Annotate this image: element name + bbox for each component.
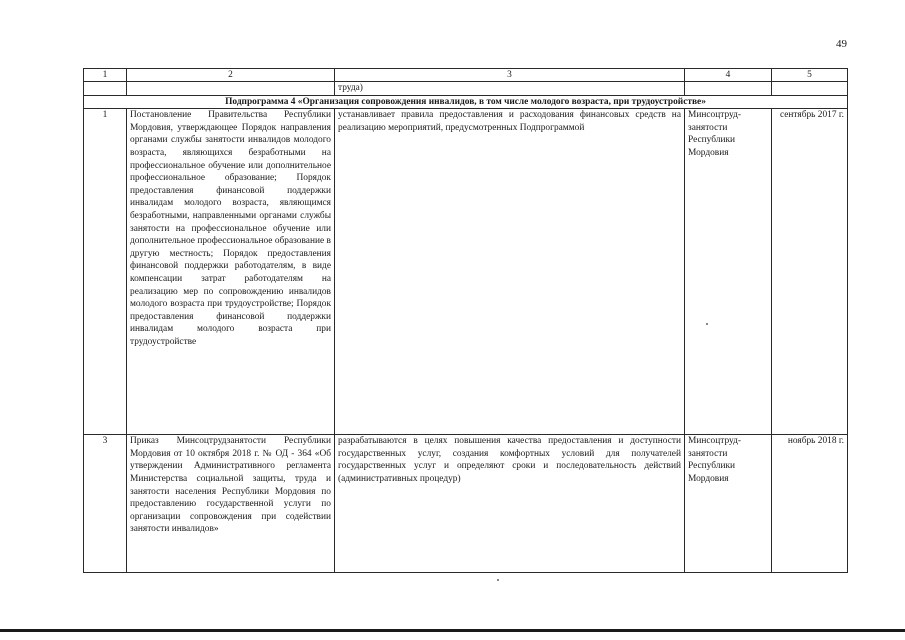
row-content: разрабатываются в целях повышения качества предоставления и доступности государственных услуг, создания комфортных условий для получателей государственных услуг и определяют сроки и последовательность действий (административных процедур) — [335, 435, 685, 573]
subprogram-title: Подпрограмма 4 «Организация сопровождения инвалидов, в том числе молодого возраста, при трудоустройстве» — [84, 95, 848, 109]
scan-speck — [497, 579, 499, 581]
row-date: сентябрь 2017 г. — [772, 109, 848, 435]
header-col-1: 1 — [84, 69, 127, 82]
scan-speck — [706, 323, 708, 325]
measures-table — [83, 68, 848, 573]
continuation-row — [84, 82, 848, 96]
row-executor: Минсоцтруд-занятости Республики Мордовия — [685, 435, 772, 573]
row-date: ноябрь 2018 г. — [772, 435, 848, 573]
header-col-2: 2 — [127, 69, 335, 82]
row-number: 3 — [84, 435, 127, 573]
row-number: 1 — [84, 109, 127, 435]
row-document: Приказ Минсоцтрудзанятости Республики Мордовия от 10 октября 2018 г. № ОД - 364 «Об утверждении Административного регламента Министерства социальной защиты, труда и занятости населения Республики Мордовия по предоставлению государственной услуги по организации сопровождения при содействии занятости инвалидов» — [127, 435, 335, 573]
bottom-border-line — [0, 629, 905, 632]
table-row — [84, 109, 848, 435]
table-row — [84, 435, 848, 573]
row-document: Постановление Правительства Республики Мордовия, утверждающее Порядок направления органами службы занятости инвалидов молодого возраста, являющихся безработными на профессиональное обучение или дополнительное профессиональное образование; Порядок предоставления финансовой поддержки инвалидам молодого возраста, являющимся безработными, направленными органами службы занятости на профессиональное обучение или дополнительное профессиональное образование в другую местность; Порядок предоставления финансовой поддержки работодателям, в виде компенсации затрат работодателям на реализацию мер по сопровождению инвалидов молодого возраста при трудоустройстве; Порядок предоставления финансовой поддержки инвалидам молодого возраста при трудоустройстве — [127, 109, 335, 435]
continuation-text: труда) — [335, 82, 685, 96]
subprogram-row — [84, 95, 848, 109]
row-executor: Минсоцтруд-занятости Республики Мордовия — [685, 109, 772, 435]
row-content: устанавливает правила предоставления и расходования финансовых средств на реализацию мероприятий, предусмотренных Подпрограммой — [335, 109, 685, 435]
header-col-4: 4 — [685, 69, 772, 82]
header-col-5: 5 — [772, 69, 848, 82]
page-number: 49 — [836, 38, 847, 50]
header-col-3: 3 — [335, 69, 685, 82]
header-row — [84, 69, 848, 82]
